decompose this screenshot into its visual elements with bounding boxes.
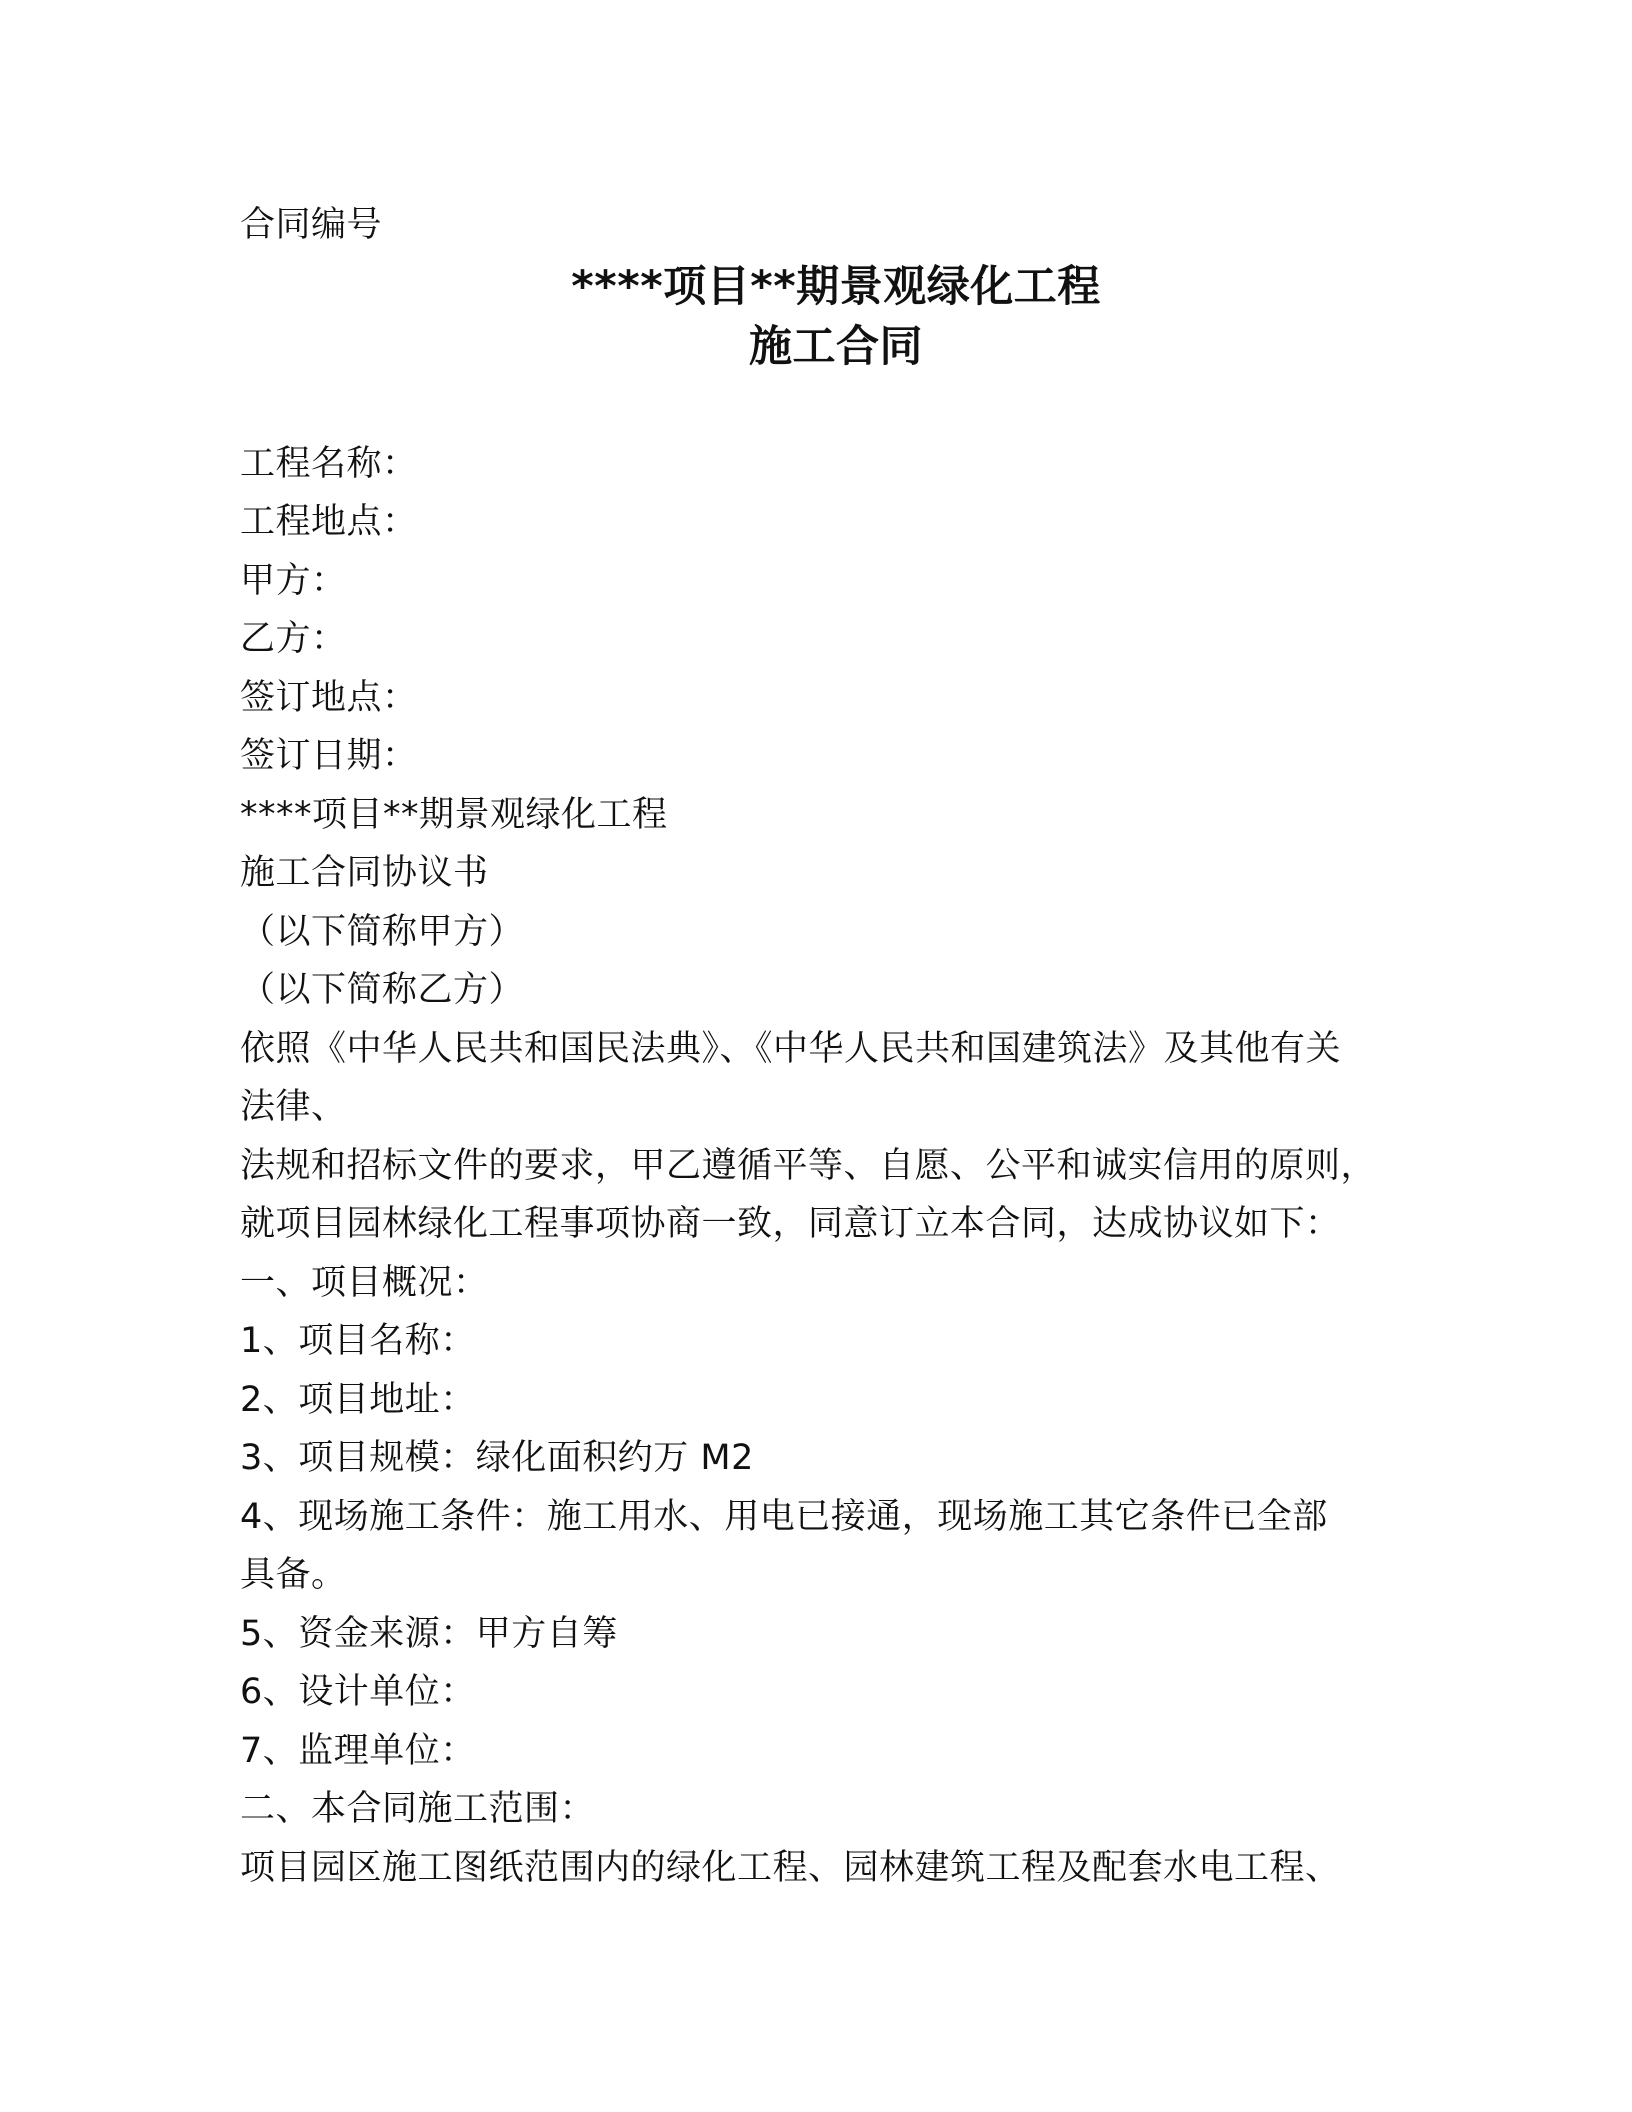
section-project-overview	[240, 1254, 1400, 1781]
title-line-2: 施工合同	[749, 321, 923, 372]
agreement-heading-title: 施工合同协议书	[240, 853, 489, 893]
scope-text: 项目园区施工图纸范围内的绿化工程、园林建筑工程及配套水电工程、	[240, 1847, 1341, 1888]
preamble-line: 依照《中华人民共和国民法典》、《中华人民共和国建筑法》及其他有关	[240, 1028, 1342, 1069]
party-b-note: （以下简称乙方）	[240, 970, 525, 1010]
field-project-location: 工程地点：	[240, 502, 418, 542]
overview-item: 4、现场施工条件：施工用水、用电已接通，现场施工其它条件已全部	[240, 1496, 1328, 1537]
field-signing-place: 签订地点：	[240, 677, 418, 718]
section-1-title: 一、项目概况：	[240, 1262, 489, 1303]
title-line-1: ****项目**期景观绿化工程	[571, 261, 1101, 312]
section-construction-scope	[240, 1780, 1400, 1897]
contract-number-label: 合同编号	[240, 205, 383, 245]
section-2-title: 二、本合同施工范围：	[240, 1789, 596, 1829]
overview-item: 1、项目名称：	[240, 1321, 476, 1361]
preamble-line: 法律、	[240, 1087, 347, 1127]
field-party-b: 乙方：	[240, 619, 347, 659]
agreement-heading-project: ****项目**期景观绿化工程	[240, 794, 668, 835]
overview-item: 7、监理单位：	[240, 1730, 476, 1771]
document-title	[240, 257, 1400, 377]
overview-item: 2、项目地址：	[240, 1379, 476, 1420]
field-signing-date: 签订日期：	[240, 736, 418, 776]
overview-item: 6、设计单位：	[240, 1672, 476, 1712]
preamble-line: 法规和招标文件的要求，甲乙遵循平等、自愿、公平和诚实信用的原则，	[240, 1145, 1377, 1186]
party-a-note: （以下简称甲方）	[240, 911, 525, 952]
preamble	[240, 1020, 1400, 1254]
field-project-name: 工程名称：	[240, 443, 418, 484]
preamble-line: 就项目园林绿化工程事项协商一致，同意订立本合同，达成协议如下：	[240, 1204, 1341, 1244]
cover-fields	[240, 435, 1400, 786]
field-party-a: 甲方：	[240, 560, 347, 601]
document-content	[240, 196, 1400, 1897]
overview-item: 具备。	[240, 1555, 347, 1595]
overview-item: 3、项目规模：绿化面积约万 M2	[240, 1438, 754, 1478]
agreement-header	[240, 786, 1400, 1020]
overview-item: 5、资金来源：甲方自筹	[240, 1613, 618, 1654]
